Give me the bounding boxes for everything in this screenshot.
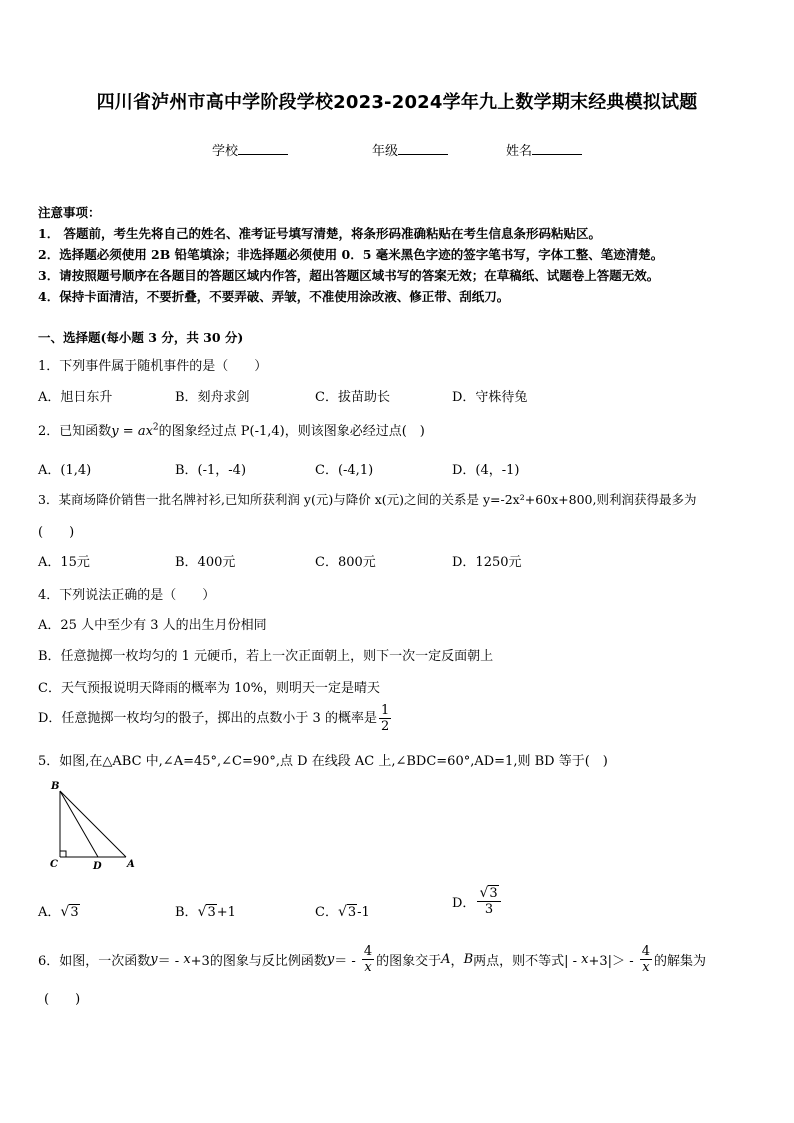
question-3-option-a[interactable]: A．15元 [38,555,90,570]
question-3-stem-cont: ( ) [38,525,75,540]
question-2-option-a[interactable]: A．(1,4) [38,463,92,478]
question-6-stem-cont: ( ) [44,992,81,1007]
label-d: D [93,861,102,870]
label-a: A [127,859,135,870]
name-label: 姓名 [506,144,533,159]
school-label: 学校 [212,144,239,159]
note-item: 1． 答题前，考生先将自己的姓名、准考证号填写清楚，将条形码准确粘贴在考生信息条形码粘贴区。 [38,226,602,241]
fraction-sqrt3-over-3: $\frac{√3}{3}$ [477,886,500,917]
question-4-option-c[interactable]: C．天气预报说明天降雨的概率为 10%，则明天一定是晴天 [38,681,380,696]
question-5-option-a[interactable]: A．√3 [38,904,79,920]
question-1-option-c[interactable]: C．拔苗助长 [315,390,390,405]
label-c: C [50,859,58,870]
sqrt-3: √3 [60,904,79,920]
question-1-option-a[interactable]: A．旭日东升 [38,390,113,405]
question-5-option-d[interactable]: D． $\frac{√3}{3}$ [452,886,503,917]
grade-label: 年级 [372,144,399,159]
question-4-option-b[interactable]: B．任意抛掷一枚均匀的 1 元硬币，若上一次正面朝上，则下一次一定反面朝上 [38,649,494,664]
question-1-option-b[interactable]: B．刻舟求剑 [175,390,250,405]
question-5-option-b[interactable]: B．√3+1 [175,904,236,920]
label-b: B [51,781,60,792]
question-1-stem: 1．下列事件属于随机事件的是（ ） [38,359,268,374]
grade-field[interactable] [372,140,448,159]
question-4-option-d[interactable]: D．任意抛掷一枚均匀的骰子，掷出的点数小于 3 的概率是 $\frac{1}{2}$ [38,703,390,734]
question-2-option-c[interactable]: C．(-4,1) [315,463,374,478]
triangle-figure [46,780,146,870]
fraction-one-half: $\frac{1}{2}$ [380,703,390,734]
question-3-option-c[interactable]: C．800元 [315,555,376,570]
right-angle-mark [60,851,66,857]
question-5-stem: 5．如图,在△ABC 中,∠A=45°,∠C=90°,点 D 在线段 AC 上,∠BDC=60°,AD=1,则 BD 等于( ) [38,754,608,769]
notes-heading: 注意事项： [38,205,101,220]
question-5-option-c[interactable]: C．√3-1 [315,904,370,920]
name-blank[interactable] [532,142,582,155]
question-2-option-b[interactable]: B．(-1，-4) [175,463,247,478]
exam-title: 四川省泸州市高中学阶段学校2023-2024学年九上数学期末经典模拟试题 [96,92,698,113]
question-3-stem: 3．某商场降价销售一批名牌衬衫,已知所获利润 y(元)与降价 x(元)之间的关系是 y=-2x²+60x+800,则利润获得最多为 [38,492,697,507]
question-2-option-d[interactable]: D．(4，-1) [452,463,520,478]
note-item: 4．保持卡面清洁，不要折叠，不要弄破、弄皱，不准使用涂改液、修正带、刮纸刀。 [38,289,510,304]
school-field[interactable] [212,140,288,159]
question-6-stem: 6．如图，一次函数y＝ - x+3的图象与反比例函数y＝ - $\frac{4}{x}$ 的图象交于A，B两点，则不等式| - x+3|＞ - $\frac{4}{x}$ 的解集为 [38,944,707,975]
school-blank[interactable] [238,142,288,155]
question-4-option-a[interactable]: A．25 人中至少有 3 人的出生月份相同 [38,618,267,633]
name-field[interactable] [506,140,582,159]
side-ba [60,791,126,857]
question-1-option-d[interactable]: D．守株待兔 [452,390,528,405]
question-3-option-d[interactable]: D．1250元 [452,555,522,570]
note-item: 2．选择题必须使用 2B 铅笔填涂；非选择题必须使用 0．5 毫米黑色字迹的签字笔书写，字体工整、笔迹清楚。 [38,247,664,262]
question-3-option-b[interactable]: B．400元 [175,555,236,570]
section-heading: 一、选择题(每小题 3 分，共 30 分) [38,330,244,345]
question-4-stem: 4．下列说法正确的是（ ） [38,588,216,603]
note-item: 3．请按照题号顺序在各题目的答题区域内作答，超出答题区域书写的答案无效；在草稿纸、试题卷上答题无效。 [38,268,660,283]
grade-blank[interactable] [398,142,448,155]
question-2-stem: 2．已知函数$y = ax^2$的图象经过点 P(-1,4)，则该图象必经过点( ) [38,422,425,439]
